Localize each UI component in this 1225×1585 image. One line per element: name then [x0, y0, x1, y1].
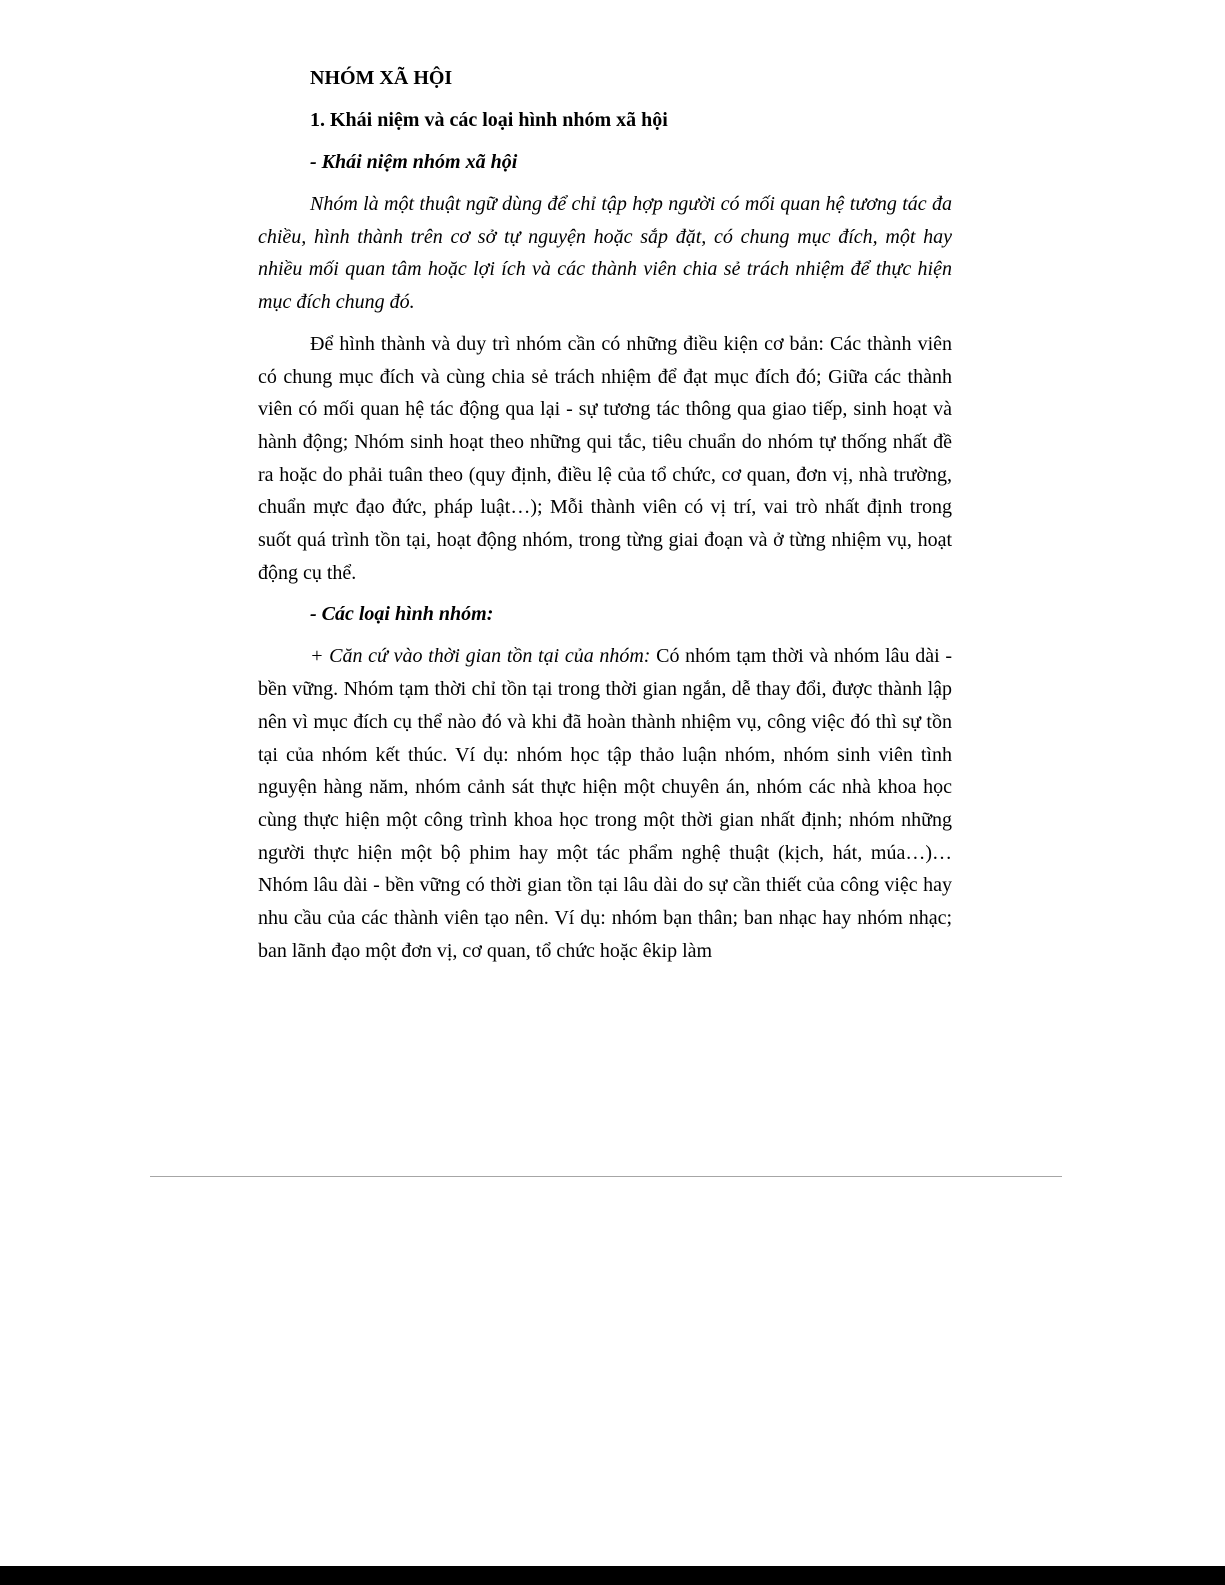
types-subheading: - Các loại hình nhóm: — [310, 603, 494, 626]
concept-subheading: - Khái niệm nhóm xã hội — [310, 151, 518, 173]
page-content — [258, 62, 952, 976]
document-title: NHÓM XÃ HỘI — [310, 67, 453, 89]
bottom-edge-bar — [0, 1566, 1225, 1585]
definition-paragraph: Nhóm là một thuật ngữ dùng để chỉ tập hợp người có mối quan hệ tương tác đa chiều, hình thành trên cơ sở tự nguyện hoặc sắp đặt, có chung mục đích, một hay nhiều mối quan tâm hoặc lợi ích và các thành viên chia sẻ trách nhiệm để thực hiện mục đích chung đó. — [258, 193, 952, 314]
section-heading: 1. Khái niệm và các loại hình nhóm xã hội — [310, 109, 668, 131]
time-criterion-lead: + Căn cứ vào thời gian tồn tại của nhóm: — [310, 645, 651, 668]
time-criterion-paragraph — [258, 640, 952, 967]
page-divider — [150, 1176, 1062, 1177]
time-criterion-body: Có nhóm tạm thời và nhóm lâu dài - bền vững. Nhóm tạm thời chỉ tồn tại trong thời gian ngắn, dễ thay đổi, được thành lập nên vì mục đích cụ thể nào đó và khi đã hoàn thành nhiệm vụ, công việc đó thì sự tồn tại của nhóm kết thúc. Ví dụ: nhóm học tập thảo luận nhóm, nhóm sinh viên tình nguyện hàng năm, nhóm cảnh sát thực hiện một chuyên án, nhóm các nhà khoa học cùng thực hiện một công trình khoa học trong một thời gian nhất định; nhóm những người thực hiện một bộ phim hay một tác phẩm nghệ thuật (kịch, hát, múa…)… Nhóm lâu dài - bền vững có thời gian tồn tại lâu dài do sự cần thiết của công việc hay nhu cầu của các thành viên tạo nên. Ví dụ: nhóm bạn thân; ban nhạc hay nhóm nhạc; ban lãnh đạo một đơn vị, cơ quan, tổ chức hoặc êkip làm — [258, 645, 952, 962]
conditions-paragraph: Để hình thành và duy trì nhóm cần có những điều kiện cơ bản: Các thành viên có chung mục đích và cùng chia sẻ trách nhiệm để đạt mục đích đó; Giữa các thành viên có mối quan hệ tác động qua lại - sự tương tác thông qua giao tiếp, sinh hoạt và hành động; Nhóm sinh hoạt theo những qui tắc, tiêu chuẩn do nhóm tự thống nhất đề ra hoặc do phải tuân theo (quy định, điều lệ của tổ chức, cơ quan, đơn vị, nhà trường, chuẩn mực đạo đức, pháp luật…); Mỗi thành viên có vị trí, vai trò nhất định trong suốt quá trình tồn tại, hoạt động nhóm, trong từng giai đoạn và ở từng nhiệm vụ, hoạt động cụ thể. — [258, 332, 952, 584]
